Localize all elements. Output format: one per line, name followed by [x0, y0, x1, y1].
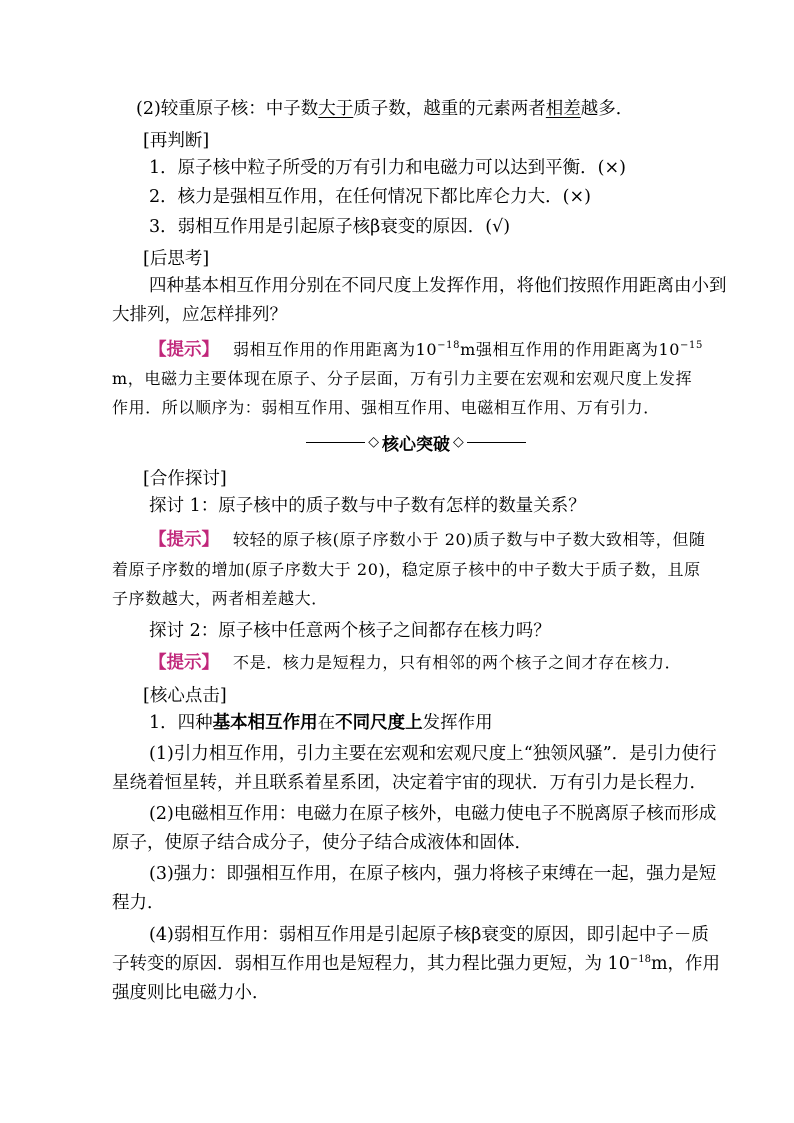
tip-paragraph-line: 作用．所以顺序为：弱相互作用、强相互作用、电磁相互作用、万有引力． [112, 398, 660, 417]
underlined-term: 大于 [318, 99, 354, 119]
tip-paragraph-line: m，电磁力主要体现在原子、分子层面，万有引力主要在宏观和宏观尺度上发挥 [112, 369, 693, 388]
rejudge-item-3: 3．弱相互作用是引起原子核β衰变的原因．(√) [149, 217, 511, 237]
tip-paragraph-line: 【提示】 弱相互作用的作用距离为$10^{-18}m$强相互作用的作用距离为$10^{-15}$ [149, 340, 703, 360]
core-points-tag: [核心点击] [143, 686, 227, 706]
tip-paragraph-line: 【提示】 较轻的原子核(原子序数小于 20)质子数与中子数大致相等，但随 [149, 530, 706, 550]
underlined-term: 相差 [545, 99, 581, 119]
paragraph-line: (2)电磁相互作用：电磁力在原子核外，电磁力使电子不脱离原子核而形成 [149, 804, 717, 824]
discussion-question-2: 探讨 2：原子核中任意两个核子之间都存在核力吗？ [149, 621, 551, 641]
paragraph-line: 程力． [112, 893, 165, 913]
rejudge-item-2: 2．核力是强相互作用，在任何情况下都比库仑力大．(×) [149, 187, 591, 207]
diamond-icon: ◇ [368, 434, 379, 450]
diamond-icon: ◇ [453, 434, 464, 450]
tip-paragraph-line: 子序数越大，两者相差越大． [112, 589, 328, 608]
cooperation-tag: [合作探讨] [143, 469, 227, 489]
heavy-nucleus-line: (2)较重原子核：中子数大于质子数，越重的元素两者相差越多． [136, 99, 634, 119]
after-thought-tag: [后思考] [143, 249, 210, 269]
paragraph-line: 星绕着恒星转，并且联系着星系团，决定着宇宙的现状．万有引力是长程力． [112, 773, 707, 793]
paragraph-line: (3)强力：即强相互作用，在原子核内，强力将核子束缚在一起，强力是短 [149, 864, 717, 884]
paragraph-line: (4)弱相互作用：弱相互作用是引起原子核β衰变的原因，即引起中子－质 [149, 925, 709, 945]
core-heading: 1．四种基本相互作用在不同尺度上发挥作用 [149, 713, 493, 733]
paragraph-line: 原子，使原子结合成分子，使分子结合成液体和固体． [112, 833, 532, 853]
divider-rule [467, 442, 526, 443]
tip-paragraph-line: 着原子序数的增加(原子序数大于 20)，稳定原子核中的中子数大于质子数，且原 [112, 560, 701, 579]
tip-label: 【提示】 [149, 653, 219, 673]
tip-paragraph-line: 【提示】 不是．核力是短程力，只有相邻的两个核子之间才存在核力． [149, 653, 682, 673]
paragraph-line: 子转变的原因．弱相互作用也是短程力，其力程比强力更短，为 $10^{-18}m$，作用 [112, 954, 721, 974]
divider-rule [306, 442, 365, 443]
section-title: 核心突破 [382, 434, 450, 455]
paragraph-line: (1)引力相互作用，引力主要在宏观和宏观尺度上“独领风骚”．是引力使行 [149, 744, 717, 764]
paragraph-line: 强度则比电磁力小． [112, 983, 270, 1003]
section-divider [306, 428, 526, 456]
question-line: 四种基本相互作用分别在不同尺度上发挥作用，将他们按照作用距离由小到 [149, 276, 727, 296]
rejudge-tag: [再判断] [143, 131, 210, 151]
discussion-question-1: 探讨 1：原子核中的质子数与中子数有怎样的数量关系？ [149, 496, 586, 516]
rejudge-item-1: 1．原子核中粒子所受的万有引力和电磁力可以达到平衡．(×) [149, 158, 626, 178]
tip-label: 【提示】 [149, 340, 219, 360]
question-line: 大排列，应怎样排列？ [112, 305, 287, 325]
tip-label: 【提示】 [149, 530, 219, 550]
